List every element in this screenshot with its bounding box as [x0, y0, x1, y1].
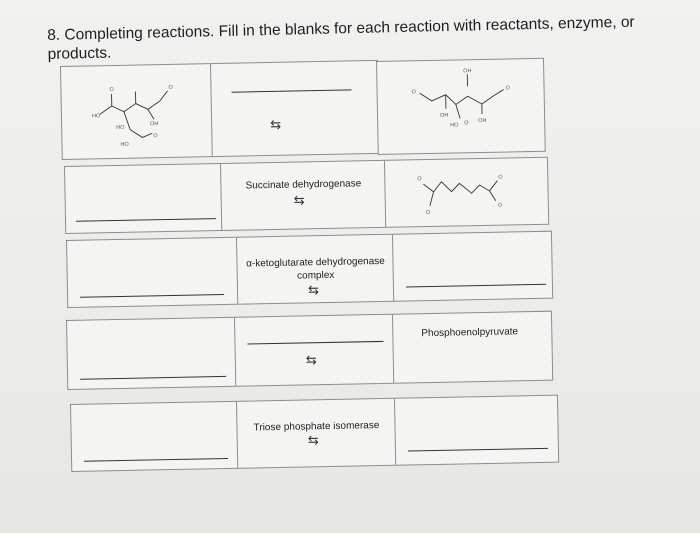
- citrate-structure: [89, 71, 181, 153]
- reactant-blank-2[interactable]: [76, 218, 216, 222]
- product-label-4: Phosphoenolpyruvate: [421, 326, 519, 340]
- product-blank-3[interactable]: [406, 284, 546, 288]
- question-text: 8. Completing reactions. Fill in the blanks for each reaction with reactants, enzyme, or products.: [47, 13, 635, 63]
- structure-label: O: [497, 202, 503, 209]
- reaction-row-5: [70, 395, 559, 472]
- enzyme-cell-4: [235, 315, 394, 386]
- product-cell-3: [393, 232, 552, 301]
- equilibrium-arrow: ⇆: [307, 433, 319, 449]
- enzyme-cell-5: [237, 399, 396, 468]
- structure-label: O: [505, 85, 510, 92]
- enzyme-label-2: Succinate dehydrogenase: [245, 178, 362, 192]
- reactant-cell-4: [67, 318, 236, 389]
- structure-label: O: [109, 86, 114, 94]
- enzyme-label-3: α-ketoglutarate dehydrogenase complex: [246, 255, 385, 282]
- reactant-cell-2: [65, 164, 222, 233]
- structure-label: O: [464, 120, 469, 127]
- enzyme-cell-3: [237, 235, 394, 304]
- product-blank-5[interactable]: [408, 448, 548, 452]
- reactant-cell-5: [71, 402, 238, 471]
- reaction-row-1: [60, 60, 380, 160]
- isocitrate-structure: [409, 63, 521, 145]
- reaction-row-4: [66, 311, 553, 390]
- structure-label: O: [411, 89, 416, 96]
- structure-label: OH: [150, 121, 159, 128]
- structure-label: OH: [478, 117, 487, 125]
- enzyme-label-5: Triose phosphate isomerase: [253, 420, 380, 434]
- reaction-row-3: [66, 231, 553, 308]
- structure-label: O: [425, 209, 431, 217]
- equilibrium-arrow: ⇆: [293, 193, 305, 209]
- reactant-cell-3: [67, 238, 238, 307]
- structure-label: HO: [91, 113, 101, 120]
- enzyme-blank-4[interactable]: [247, 341, 383, 345]
- reactant-cell-1: [61, 64, 213, 159]
- structure-label: HO: [120, 141, 129, 148]
- product-cell-1: [377, 59, 545, 154]
- structure-label: O: [498, 174, 503, 181]
- reaction-row-1-product: [376, 58, 546, 155]
- enzyme-blank-1[interactable]: [232, 89, 352, 92]
- equilibrium-arrow: ⇆: [270, 117, 282, 133]
- structure-label: O: [417, 176, 422, 183]
- product-cell-4: [393, 312, 552, 383]
- reactant-blank-3[interactable]: [80, 294, 224, 298]
- structure-label: HO: [116, 124, 125, 131]
- reaction-row-2: [64, 157, 549, 234]
- structure-label: OH: [440, 112, 449, 119]
- enzyme-cell-1: [211, 61, 379, 156]
- reactant-blank-4[interactable]: [80, 376, 226, 380]
- equilibrium-arrow: ⇆: [305, 353, 317, 369]
- structure-label: OH: [463, 68, 472, 75]
- product-cell-5: [395, 396, 558, 465]
- reactant-blank-5[interactable]: [84, 458, 228, 462]
- enzyme-cell-2: [221, 161, 386, 230]
- structure-label: O: [153, 133, 158, 140]
- structure-label: O: [168, 84, 173, 91]
- structure-label: HO: [450, 122, 459, 129]
- product-cell-2: [385, 158, 548, 227]
- equilibrium-arrow: ⇆: [307, 283, 320, 299]
- fumarate-structure: [415, 160, 516, 222]
